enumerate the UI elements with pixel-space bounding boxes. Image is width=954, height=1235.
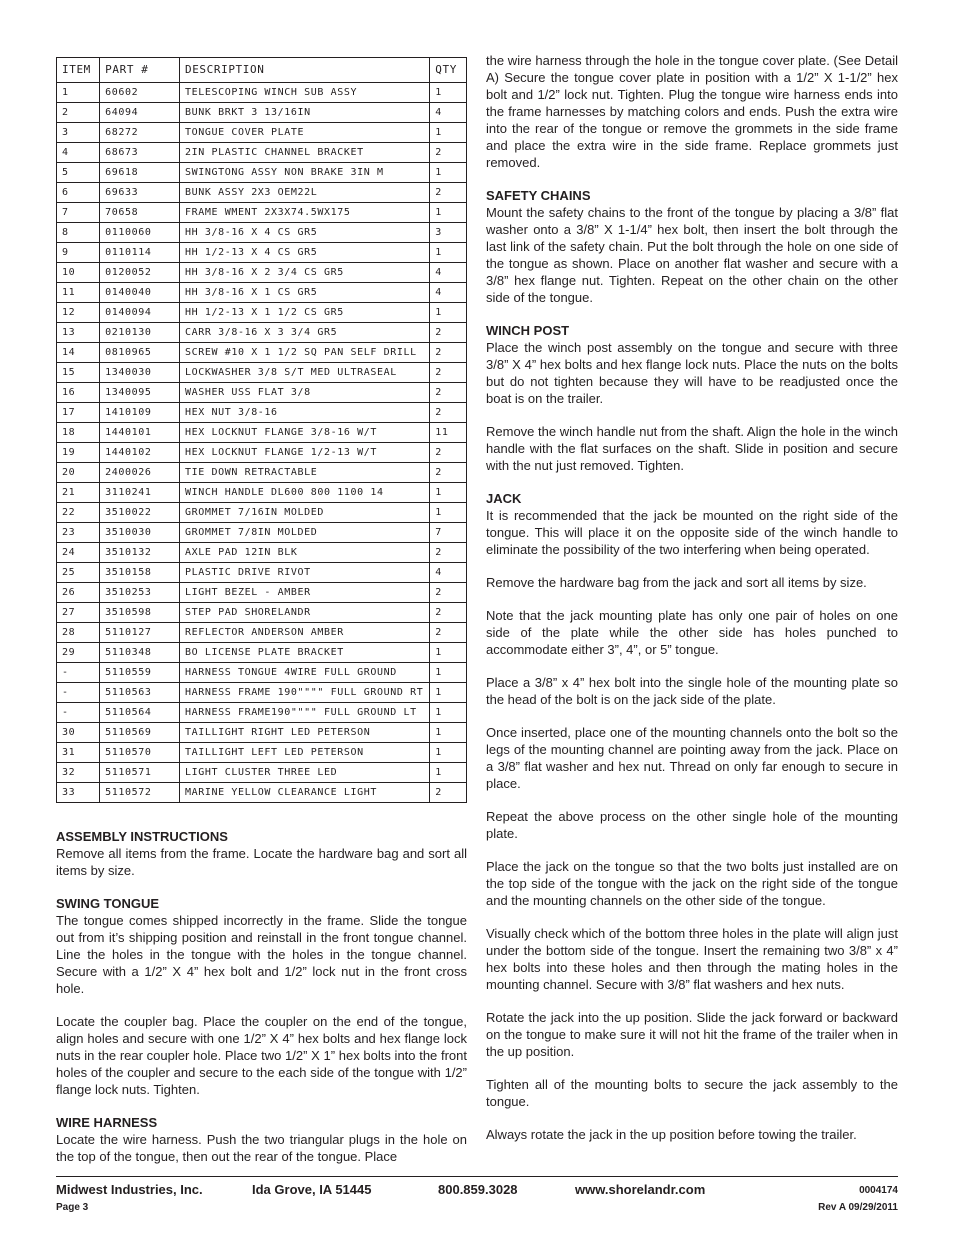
part-number-cell: 3510158	[100, 563, 180, 583]
table-row	[57, 103, 467, 123]
part-number-cell: 70658	[100, 203, 180, 223]
quantity-cell: 2	[430, 543, 467, 563]
assembly-paragraph: Remove all items from the frame. Locate the hardware bag and sort all items by size.	[56, 846, 467, 878]
item-number-cell: 6	[57, 183, 100, 203]
description-cell: HH 3/8-16 X 4 CS GR5	[179, 223, 429, 243]
header-qty: QTY	[430, 58, 467, 83]
part-number-cell: 1440102	[100, 443, 180, 463]
description-cell: TIE DOWN RETRACTABLE	[179, 463, 429, 483]
quantity-cell: 2	[430, 403, 467, 423]
part-number-cell: 68673	[100, 143, 180, 163]
item-number-cell: 5	[57, 163, 100, 183]
description-cell: MARINE YELLOW CLEARANCE LIGHT	[179, 783, 429, 803]
description-cell: REFLECTOR ANDERSON AMBER	[179, 623, 429, 643]
winch-post-heading: WINCH POST	[486, 323, 570, 338]
table-row	[57, 563, 467, 583]
item-number-cell: 22	[57, 503, 100, 523]
footer-city: Ida Grove, IA 51445	[252, 1182, 372, 1197]
item-number-cell: 21	[57, 483, 100, 503]
footer-phone: 800.859.3028	[438, 1182, 518, 1197]
part-number-cell: 60602	[100, 83, 180, 103]
quantity-cell: 1	[430, 303, 467, 323]
table-row	[57, 463, 467, 483]
description-cell: HH 3/8-16 X 1 CS GR5	[179, 283, 429, 303]
table-row	[57, 163, 467, 183]
quantity-cell: 2	[430, 143, 467, 163]
table-row	[57, 783, 467, 803]
description-cell: LOCKWASHER 3/8 S/T MED ULTRASEAL	[179, 363, 429, 383]
table-row	[57, 643, 467, 663]
table-row	[57, 343, 467, 363]
table-row	[57, 623, 467, 643]
description-cell: GROMMET 7/8IN MOLDED	[179, 523, 429, 543]
table-row	[57, 263, 467, 283]
part-number-cell: 3510598	[100, 603, 180, 623]
part-number-cell: 69618	[100, 163, 180, 183]
quantity-cell: 2	[430, 623, 467, 643]
description-cell: GROMMET 7/16IN MOLDED	[179, 503, 429, 523]
description-cell: STEP PAD SHORELANDR	[179, 603, 429, 623]
item-number-cell: 16	[57, 383, 100, 403]
item-number-cell: 31	[57, 743, 100, 763]
item-number-cell: 23	[57, 523, 100, 543]
swing-tongue-heading: SWING TONGUE	[56, 896, 160, 911]
assembly-instructions-heading: ASSEMBLY INSTRUCTIONS	[56, 829, 228, 844]
table-row	[57, 523, 467, 543]
quantity-cell: 1	[430, 643, 467, 663]
jack-paragraph-4: Place a 3/8” x 4” hex bolt into the single hole of the mounting plate so the head of the bolt is on the jack side of the plate.	[486, 675, 898, 707]
description-cell: FRAME WMENT 2X3X74.5WX175	[179, 203, 429, 223]
part-number-cell: 0120052	[100, 263, 180, 283]
table-row	[57, 543, 467, 563]
table-row	[57, 403, 467, 423]
description-cell: LIGHT CLUSTER THREE LED	[179, 763, 429, 783]
item-number-cell: 27	[57, 603, 100, 623]
header-description: DESCRIPTION	[179, 58, 429, 83]
wire-harness-paragraph: Locate the wire harness. Push the two triangular plugs in the hole on the top of the tongue, then out the rear of the tongue. Place	[56, 1132, 467, 1164]
description-cell: SCREW #10 X 1 1/2 SQ PAN SELF DRILL	[179, 343, 429, 363]
description-cell: WASHER USS FLAT 3/8	[179, 383, 429, 403]
part-number-cell: 5110564	[100, 703, 180, 723]
part-number-cell: 68272	[100, 123, 180, 143]
winch-post-paragraph-1: Place the winch post assembly on the tongue and secure with three 3/8” X 4” hex bolts and hex flange lock nuts. Place the nuts on the bolts but do not tighten because they will have to be readjusted once the boat is on the trailer.	[486, 340, 898, 406]
description-cell: HARNESS FRAME190"""" FULL GROUND LT	[179, 703, 429, 723]
item-number-cell: 11	[57, 283, 100, 303]
item-number-cell: 9	[57, 243, 100, 263]
header-part-number: PART #	[100, 58, 180, 83]
jack-paragraph-2: Remove the hardware bag from the jack and sort all items by size.	[486, 575, 867, 590]
part-number-cell: 1440101	[100, 423, 180, 443]
quantity-cell: 1	[430, 743, 467, 763]
quantity-cell: 2	[430, 363, 467, 383]
jack-paragraph-7: Place the jack on the tongue so that the two bolts just installed are on the top side of the tongue with the jack on the right side of the tongue and the mounting channels on the other side of the tongue.	[486, 859, 898, 908]
part-number-cell: 1340095	[100, 383, 180, 403]
item-number-cell: 30	[57, 723, 100, 743]
part-number-cell: 0210130	[100, 323, 180, 343]
item-number-cell: 10	[57, 263, 100, 283]
part-number-cell: 0810965	[100, 343, 180, 363]
footer-website: www.shorelandr.com	[575, 1182, 706, 1197]
item-number-cell: -	[57, 663, 100, 683]
description-cell: HH 1/2-13 X 1 1/2 CS GR5	[179, 303, 429, 323]
quantity-cell: 2	[430, 783, 467, 803]
part-number-cell: 5110572	[100, 783, 180, 803]
table-row	[57, 283, 467, 303]
part-number-cell: 64094	[100, 103, 180, 123]
part-number-cell: 3510030	[100, 523, 180, 543]
safety-chains-heading: SAFETY CHAINS	[486, 188, 591, 203]
item-number-cell: 33	[57, 783, 100, 803]
jack-paragraph-6: Repeat the above process on the other single hole of the mounting plate.	[486, 809, 898, 841]
part-number-cell: 1410109	[100, 403, 180, 423]
quantity-cell: 4	[430, 563, 467, 583]
table-row	[57, 443, 467, 463]
item-number-cell: 18	[57, 423, 100, 443]
quantity-cell: 3	[430, 223, 467, 243]
part-number-cell: 3510022	[100, 503, 180, 523]
quantity-cell: 1	[430, 483, 467, 503]
wire-harness-heading: WIRE HARNESS	[56, 1115, 158, 1130]
part-number-cell: 0140094	[100, 303, 180, 323]
part-number-cell: 5110570	[100, 743, 180, 763]
item-number-cell: 29	[57, 643, 100, 663]
jack-paragraph-3: Note that the jack mounting plate has only one pair of holes on one side of the plate while the other side has holes punched to accommodate either 3”, 4”, or 5” tongue.	[486, 608, 898, 657]
table-row	[57, 423, 467, 443]
jack-paragraph-9: Rotate the jack into the up position. Slide the jack forward or backward on the tongue to make sure it will not hit the frame of the trailer when in the up position.	[486, 1010, 898, 1059]
quantity-cell: 4	[430, 263, 467, 283]
part-number-cell: 0110060	[100, 223, 180, 243]
quantity-cell: 1	[430, 723, 467, 743]
description-cell: LIGHT BEZEL - AMBER	[179, 583, 429, 603]
quantity-cell: 1	[430, 83, 467, 103]
part-number-cell: 5110571	[100, 763, 180, 783]
description-cell: SWINGTONG ASSY NON BRAKE 3IN M	[179, 163, 429, 183]
quantity-cell: 2	[430, 383, 467, 403]
quantity-cell: 7	[430, 523, 467, 543]
table-row	[57, 723, 467, 743]
quantity-cell: 2	[430, 183, 467, 203]
table-row	[57, 243, 467, 263]
quantity-cell: 1	[430, 763, 467, 783]
item-number-cell: 4	[57, 143, 100, 163]
description-cell: BO LICENSE PLATE BRACKET	[179, 643, 429, 663]
left-column	[56, 828, 467, 1165]
description-cell: CARR 3/8-16 X 3 3/4 GR5	[179, 323, 429, 343]
quantity-cell: 2	[430, 443, 467, 463]
table-row	[57, 663, 467, 683]
swing-tongue-paragraph-2: Locate the coupler bag. Place the coupler on the end of the tongue, align holes and secure with one 1/2” X 4” hex bolts and hex flange lock nuts in the rear coupler hole. Place two 1/2” X 1” hex bolts into the front holes of the coupler and secure to the each side of the tongue with 1/2” flange lock nuts. Tighten.	[56, 1014, 467, 1097]
table-row	[57, 683, 467, 703]
jack-paragraph-1: It is recommended that the jack be mounted on the right side of the tongue. This will place it on the opposite side of the winch handle to eliminate the possibility of the two interfering when being operated.	[486, 508, 898, 557]
table-row	[57, 763, 467, 783]
description-cell: TAILLIGHT RIGHT LED PETERSON	[179, 723, 429, 743]
part-number-cell: 0110114	[100, 243, 180, 263]
parts-table-body	[57, 83, 467, 803]
part-number-cell: 5110348	[100, 643, 180, 663]
description-cell: TONGUE COVER PLATE	[179, 123, 429, 143]
item-number-cell: 3	[57, 123, 100, 143]
description-cell: BUNK BRKT 3 13/16IN	[179, 103, 429, 123]
jack-paragraph-8: Visually check which of the bottom three holes in the plate will align just under the bottom side of the tongue. Insert the remaining two 3/8” x 4” hex bolts into these holes and then through the mating holes in the mounting channel. Secure with 3/8” flat washers and hex nuts.	[486, 926, 898, 992]
safety-chains-paragraph: Mount the safety chains to the front of the tongue by placing a 3/8” flat washer onto a 3/8” X 1-1/4” hex bolt, then insert the bolt through the last link of the safety chain. Put the bolt through the hole on one side of the tongue as shown. Place on another flat washer and secure with a 3/8” hex flange nut. Tighten. Repeat on the other chain on the other side of the tongue.	[486, 205, 898, 305]
description-cell: HH 1/2-13 X 4 CS GR5	[179, 243, 429, 263]
part-number-cell: 5110559	[100, 663, 180, 683]
item-number-cell: 12	[57, 303, 100, 323]
quantity-cell: 1	[430, 703, 467, 723]
part-number-cell: 1340030	[100, 363, 180, 383]
quantity-cell: 2	[430, 323, 467, 343]
item-number-cell: 8	[57, 223, 100, 243]
part-number-cell: 3110241	[100, 483, 180, 503]
item-number-cell: 19	[57, 443, 100, 463]
description-cell: TELESCOPING WINCH SUB ASSY	[179, 83, 429, 103]
quantity-cell: 2	[430, 343, 467, 363]
item-number-cell: 2	[57, 103, 100, 123]
part-number-cell: 2400026	[100, 463, 180, 483]
right-column	[486, 52, 898, 1143]
item-number-cell: 13	[57, 323, 100, 343]
table-row	[57, 503, 467, 523]
item-number-cell: 17	[57, 403, 100, 423]
description-cell: HEX LOCKNUT FLANGE 3/8-16 W/T	[179, 423, 429, 443]
quantity-cell: 4	[430, 283, 467, 303]
quantity-cell: 2	[430, 583, 467, 603]
item-number-cell: 20	[57, 463, 100, 483]
footer-company: Midwest Industries, Inc.	[56, 1182, 203, 1197]
footer-revision: Rev A 09/29/2011	[818, 1202, 898, 1213]
quantity-cell: 1	[430, 243, 467, 263]
quantity-cell: 1	[430, 663, 467, 683]
jack-heading: JACK	[486, 491, 522, 506]
table-row	[57, 583, 467, 603]
description-cell: PLASTIC DRIVE RIVOT	[179, 563, 429, 583]
description-cell: HEX NUT 3/8-16	[179, 403, 429, 423]
item-number-cell: 7	[57, 203, 100, 223]
table-row	[57, 303, 467, 323]
parts-list-table	[56, 57, 467, 803]
header-item: ITEM	[57, 58, 100, 83]
item-number-cell: 26	[57, 583, 100, 603]
table-row	[57, 323, 467, 343]
item-number-cell: 14	[57, 343, 100, 363]
footer-divider	[56, 1176, 898, 1177]
item-number-cell: 32	[57, 763, 100, 783]
winch-post-paragraph-2: Remove the winch handle nut from the shaft. Align the hole in the winch handle with the flat surfaces on the shaft. Slide in position and secure with the nut just removed. Tighten.	[486, 424, 898, 473]
table-row	[57, 123, 467, 143]
part-number-cell: 3510132	[100, 543, 180, 563]
part-number-cell: 5110563	[100, 683, 180, 703]
item-number-cell: 28	[57, 623, 100, 643]
description-cell: HARNESS TONGUE 4WIRE FULL GROUND	[179, 663, 429, 683]
wire-harness-continued: the wire harness through the hole in the tongue cover plate. (See Detail A) Secure the tongue cover plate in position with a 1/2” X 1-1/2” hex bolt and 1/2” lock nut. Tighten. Plug the tongue wire harness ends into the frame harnesses by matching colors and ends. Push the extra wire into the rear of the tongue or remove the grommets in the side frame and place the extra wire in the side frame. Replace grommets just removed.	[486, 53, 898, 170]
jack-paragraph-11: Always rotate the jack in the up position before towing the trailer.	[486, 1127, 857, 1142]
table-row	[57, 223, 467, 243]
table-row	[57, 183, 467, 203]
table-row	[57, 603, 467, 623]
swing-tongue-paragraph-1: The tongue comes shipped incorrectly in the frame. Slide the tongue out from it’s shipping position and reinstall in the front tongue channel. Line the holes in the tongue with the holes in the tongue channel. Secure with a 1/2” X 4” hex bolt and 1/2” lock nut in the front cross hole.	[56, 913, 467, 996]
part-number-cell: 0140040	[100, 283, 180, 303]
quantity-cell: 2	[430, 463, 467, 483]
table-row	[57, 703, 467, 723]
table-row	[57, 483, 467, 503]
table-row	[57, 383, 467, 403]
quantity-cell: 1	[430, 683, 467, 703]
item-number-cell: 24	[57, 543, 100, 563]
description-cell: HH 3/8-16 X 2 3/4 CS GR5	[179, 263, 429, 283]
item-number-cell: 15	[57, 363, 100, 383]
table-row	[57, 743, 467, 763]
table-row	[57, 83, 467, 103]
item-number-cell: -	[57, 683, 100, 703]
quantity-cell: 2	[430, 603, 467, 623]
item-number-cell: -	[57, 703, 100, 723]
part-number-cell: 5110127	[100, 623, 180, 643]
description-cell: TAILLIGHT LEFT LED PETERSON	[179, 743, 429, 763]
quantity-cell: 1	[430, 163, 467, 183]
jack-paragraph-5: Once inserted, place one of the mounting channels onto the bolt so the legs of the mounting channel are pointing away from the jack. Place on a 3/8” flat washer and hex nut. Thread on only far enough to secure in place.	[486, 725, 898, 791]
quantity-cell: 11	[430, 423, 467, 443]
description-cell: WINCH HANDLE DL600 800 1100 14	[179, 483, 429, 503]
quantity-cell: 1	[430, 203, 467, 223]
footer-doc-number: 0004174	[859, 1185, 898, 1196]
description-cell: HARNESS FRAME 190"""" FULL GROUND RT	[179, 683, 429, 703]
description-cell: HEX LOCKNUT FLANGE 1/2-13 W/T	[179, 443, 429, 463]
footer-page-number: Page 3	[56, 1202, 89, 1213]
quantity-cell: 1	[430, 123, 467, 143]
table-header-row	[57, 58, 467, 83]
table-row	[57, 363, 467, 383]
quantity-cell: 1	[430, 503, 467, 523]
part-number-cell: 69633	[100, 183, 180, 203]
part-number-cell: 5110569	[100, 723, 180, 743]
item-number-cell: 1	[57, 83, 100, 103]
part-number-cell: 3510253	[100, 583, 180, 603]
table-row	[57, 203, 467, 223]
quantity-cell: 4	[430, 103, 467, 123]
description-cell: BUNK ASSY 2X3 OEM22L	[179, 183, 429, 203]
item-number-cell: 25	[57, 563, 100, 583]
table-row	[57, 143, 467, 163]
jack-paragraph-10: Tighten all of the mounting bolts to secure the jack assembly to the tongue.	[486, 1077, 898, 1109]
description-cell: 2IN PLASTIC CHANNEL BRACKET	[179, 143, 429, 163]
description-cell: AXLE PAD 12IN BLK	[179, 543, 429, 563]
